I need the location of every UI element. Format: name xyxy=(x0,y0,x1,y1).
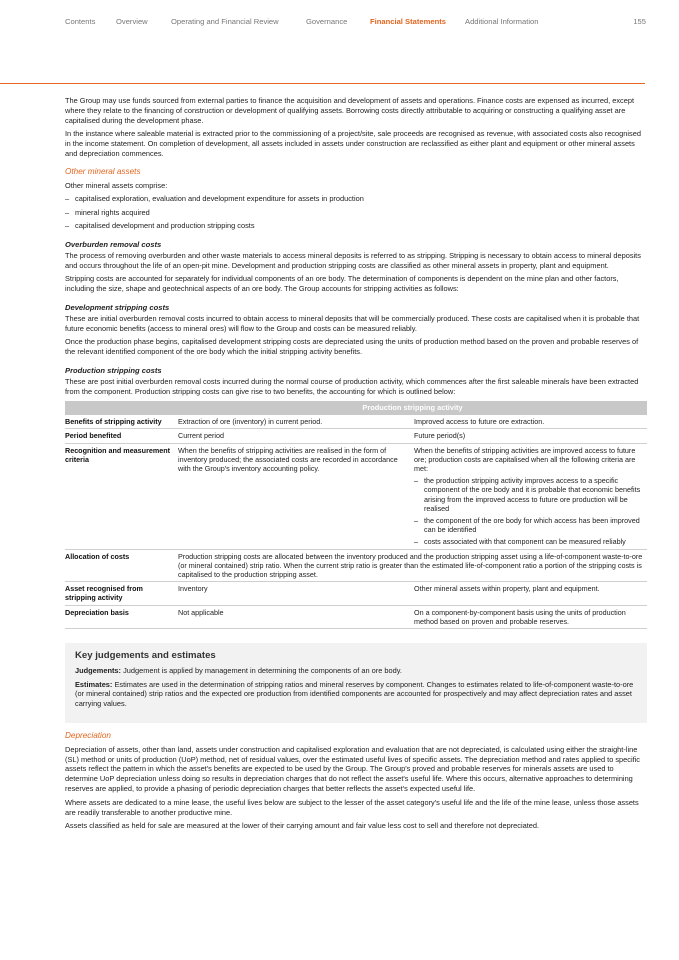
table-cell: On a component-by-component basis using the units of production method based on proven and probable reserves. xyxy=(414,605,647,628)
other-mineral-assets-heading: Other mineral assets xyxy=(65,166,141,176)
intro-paragraph: In the instance where saleable material is extracted prior to the commissioning of a project/site, sale proceeds are recognised as revenue, with associated costs also recognised in the income statement. On completion of development, all assets included in assets under construction are reclassified as either plant and equipment or other mineral assets and depreciation commences. xyxy=(65,129,641,158)
nav-link-overview[interactable]: Overview xyxy=(116,17,148,26)
page-number: 155 xyxy=(633,17,646,26)
nav-link-additional-information[interactable]: Additional Information xyxy=(465,17,539,26)
depreciation-heading: Depreciation xyxy=(65,730,111,740)
depreciation-paragraph: Depreciation of assets, other than land, assets under construction and capitalised exploration and evaluation that are not depreciated, is calculated using either the straight-line (SL) method or units of production (UoP) method, net of residual values, over the estimated useful lives of specific assets. The depreciation method and rates applied to specific assets reflect the pattern in which the asset's benefits are expected to be used by the Group. The Group's proved and probable reserves for minerals assets are used to determine UoP depreciation unless doing so results in depreciation charges that do not reflect the asset's useful life. Where this occurs, alternative approaches to determining reserves are applied, to provide a phasing of periodic depreciation charges that better reflects the asset's expected useful life. xyxy=(65,744,640,793)
row-label: Benefits of stripping activity xyxy=(65,415,178,429)
other-mineral-assets-lead: Other mineral assets comprise: xyxy=(65,180,168,190)
table-cell: Extraction of ore (inventory) in current period. xyxy=(178,415,414,429)
criteria-item: – costs associated with that component can be measured reliably xyxy=(414,537,644,546)
table-row xyxy=(65,605,647,628)
table-cell: Production stripping costs are allocated between the inventory produced and the production stripping asset using a life-of-component waste-to-ore (or mineral contained) strip ratio. When the current strip ratio is greater than the estimated life-of-component ratio a portion of the stripping costs is capitalised to the production stripping asset. xyxy=(178,549,647,582)
table-cell: Inventory xyxy=(178,582,414,605)
row-label: Period benefited xyxy=(65,429,178,443)
table-cell: Current period xyxy=(178,429,414,443)
key-judgements-title: Key judgements and estimates xyxy=(75,649,216,661)
table-cell: Other mineral assets within property, plant and equipment. xyxy=(414,582,647,605)
table-row xyxy=(65,429,647,443)
judgements-label: Judgements: xyxy=(75,665,121,675)
row-label: Allocation of costs xyxy=(65,549,178,582)
header-divider xyxy=(0,83,645,84)
key-judgements-box xyxy=(65,643,647,723)
table-cell xyxy=(414,443,647,549)
production-stripping-table xyxy=(65,401,647,629)
criteria-item: – the component of the ore body for which access has been improved can be identified xyxy=(414,516,644,534)
overburden-paragraph: The process of removing overburden and other waste materials to access mineral deposits is referred to as stripping. Stripping is necessary to obtain access to mineral deposits and occurs throughout the life of an open-pit mine. Development and production stripping costs are classified as other mineral assets in property, plant and equipment. xyxy=(65,250,641,270)
estimates-paragraph xyxy=(75,680,637,709)
estimates-text: Estimates are used in the determination of stripping ratios and mineral reserves by component. Changes to estimates related to life-of-component waste-to-ore (or mineral contained) strip ratios and the expected ore production from identified components are accounted for prospectively and may affect depreciation rates and asset carrying values. xyxy=(75,679,634,709)
row-label: Depreciation basis xyxy=(65,605,178,628)
nav-link-governance[interactable]: Governance xyxy=(306,17,348,26)
table-cell: Not applicable xyxy=(178,605,414,628)
judgements-paragraph xyxy=(75,666,637,676)
development-stripping-paragraph: Once the production phase begins, capitalised development stripping costs are depreciated using the units of production method based on the proven and probable reserves of the relevant identified component of the ore body which the initial stripping activity benefits. xyxy=(65,337,639,357)
table-row xyxy=(65,415,647,429)
table-cell: Improved access to future ore extraction. xyxy=(414,415,647,429)
nav-link-operating-financial-review[interactable]: Operating and Financial Review xyxy=(171,17,279,26)
nav-link-financial-statements[interactable]: Financial Statements xyxy=(370,17,446,26)
table-row xyxy=(65,443,647,549)
production-stripping-heading: Production stripping costs xyxy=(65,365,162,375)
criteria-item: – the production stripping activity improves access to a specific component of the ore body and it is probable that economic benefits arising from the improved access to future ore production will be realised xyxy=(414,476,644,513)
intro-paragraph: The Group may use funds sourced from external parties to finance the acquisition and development of assets and operations. Finance costs are expensed as incurred, except where they relate to the financing of construction or development of qualifying assets. Borrowing costs directly attributable to acquiring or constructing a qualifying asset are capitalised during the development phase. xyxy=(65,96,634,125)
depreciation-paragraph: Where assets are dedicated to a mine lease, the useful lives below are subject to the lesser of the asset category's useful life and the life of the mine lease, unless those assets are readily transferable to another productive mine. xyxy=(65,797,639,817)
list-item: – mineral rights acquired xyxy=(65,208,647,218)
table-header: Production stripping activity xyxy=(178,401,647,415)
criteria-lead: When the benefits of stripping activities are improved access to future ore; production costs are capitalised when all the following criteria are met: xyxy=(414,445,636,473)
list-item: – capitalised exploration, evaluation and development expenditure for assets in production xyxy=(65,194,647,204)
nav-link-contents[interactable]: Contents xyxy=(65,17,96,26)
development-stripping-heading: Development stripping costs xyxy=(65,302,170,312)
table-cell: Future period(s) xyxy=(414,429,647,443)
table-row xyxy=(65,549,647,582)
table-row xyxy=(65,582,647,605)
depreciation-paragraph: Assets classified as held for sale are measured at the lower of their carrying amount and fair value less cost to sell and therefore not depreciated. xyxy=(65,821,540,831)
production-stripping-paragraph: These are post initial overburden removal costs incurred during the normal course of production activity, which commences after the first saleable minerals have been extracted from the component. Production stripping costs can give rise to two benefits, the accounting for which is outlined below: xyxy=(65,376,639,396)
main-content xyxy=(65,96,647,835)
overburden-heading: Overburden removal costs xyxy=(65,239,162,249)
row-label: Asset recognised from stripping activity xyxy=(65,582,178,605)
top-navigation xyxy=(65,17,646,29)
table-cell: When the benefits of stripping activities are realised in the form of inventory produced; the associated costs are recorded in accordance with the Group's inventory accounting policy. xyxy=(178,443,414,549)
development-stripping-paragraph: These are initial overburden removal costs incurred to obtain access to mineral deposits that will be commercially produced. These costs are capitalised when it is probable that future economic benefits (access to mineral ores) will flow to the Group and costs can be measured reliably. xyxy=(65,313,640,333)
row-label: Recognition and measurement criteria xyxy=(65,443,178,549)
overburden-paragraph: Stripping costs are accounted for separately for individual components of an ore body. The determination of components is dependent on the mine plan and other factors, including the size, shape and geotechnical aspects of an ore body. The Group accounts for stripping activities as follows: xyxy=(65,274,619,294)
estimates-label: Estimates: xyxy=(75,679,113,689)
list-item: – capitalised development and production stripping costs xyxy=(65,221,647,231)
judgements-text: Judgement is applied by management in determining the components of an ore body. xyxy=(123,665,402,675)
